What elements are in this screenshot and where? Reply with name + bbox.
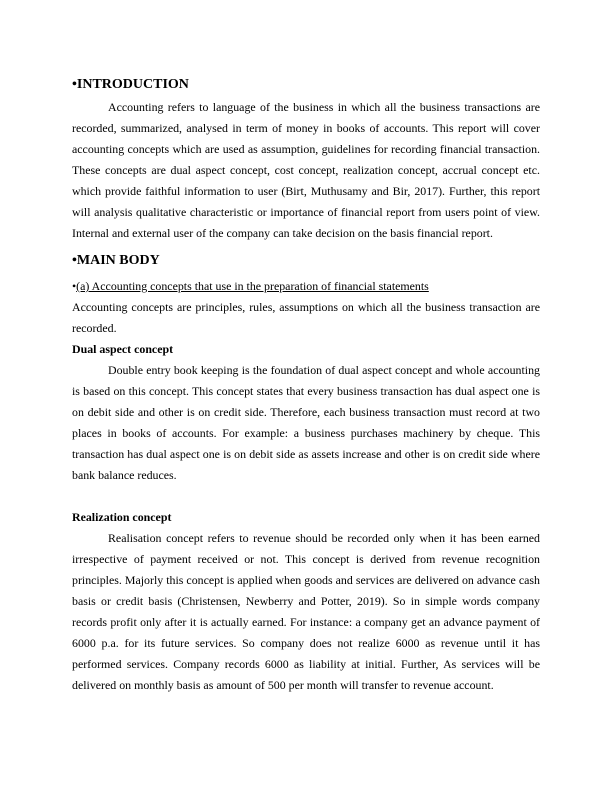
introduction-paragraph: Accounting refers to language of the business in which all the business transactions are recorded, summarized, analysed in term of money in books of accounts. This report will cover accounting concepts which are used as assumption, guidelines for recording financial transaction. These concepts are dual aspect concept, cost concept, realization concept, accrual concept etc. which provide faithful information to user (Birt, Muthusamy and Bir, 2017). Further, this report will analysis qualitative characteristic or importance of financial report from users point of view. Internal and external user of the company can take decision on the basis financial report. bbox=[72, 100, 540, 240]
document-page bbox=[72, 74, 540, 696]
bullet-icon: • bbox=[72, 253, 77, 268]
spacer bbox=[72, 486, 540, 507]
accounting-concepts-intro: Accounting concepts are principles, rules, assumptions on which all the business transaction are recorded. bbox=[72, 300, 540, 335]
dual-aspect-paragraph: Double entry book keeping is the foundation of dual aspect concept and whole accounting is based on this concept. This concept states that every business transaction has dual aspect one is on debit side and other is on credit side. Therefore, each business transaction must record at two places in books of accounts. For example: a business purchases machinery by cheque. This transaction has dual aspect one is on debit side as assets increase and other is on credit side where bank balance reduces. bbox=[72, 363, 540, 482]
section-a-subheading bbox=[72, 276, 540, 297]
bullet-icon: • bbox=[72, 77, 77, 92]
dual-aspect-heading: Dual aspect concept bbox=[72, 342, 174, 356]
realization-paragraph: Realisation concept refers to revenue should be recorded only when it has been earned irrespective of payment received or not. This concept is derived from revenue recognition principles. Majorly this concept is applied when goods and services are delivered on advance cash basis or credit basis (Christensen, Newberry and Potter, 2019). So in simple words company records profit only after it is actually earned. For instance: a company get an advance payment of 6000 p.a. for its future services. So company does not realize 6000 as revenue until it has performed services. Company records 6000 as liability at initial. Further, As services will be delivered on monthly basis as amount of 500 per month will transfer to revenue account. bbox=[72, 531, 540, 692]
bullet-icon: • bbox=[72, 279, 77, 293]
main-body-heading-text: MAIN BODY bbox=[76, 253, 160, 268]
introduction-heading bbox=[72, 74, 540, 96]
realization-heading: Realization concept bbox=[72, 510, 172, 524]
section-a-subheading-text: (a) Accounting concepts that use in the preparation of financial statements bbox=[76, 279, 429, 293]
main-body-heading bbox=[72, 250, 540, 272]
introduction-heading-text: INTRODUCTION bbox=[76, 77, 189, 92]
